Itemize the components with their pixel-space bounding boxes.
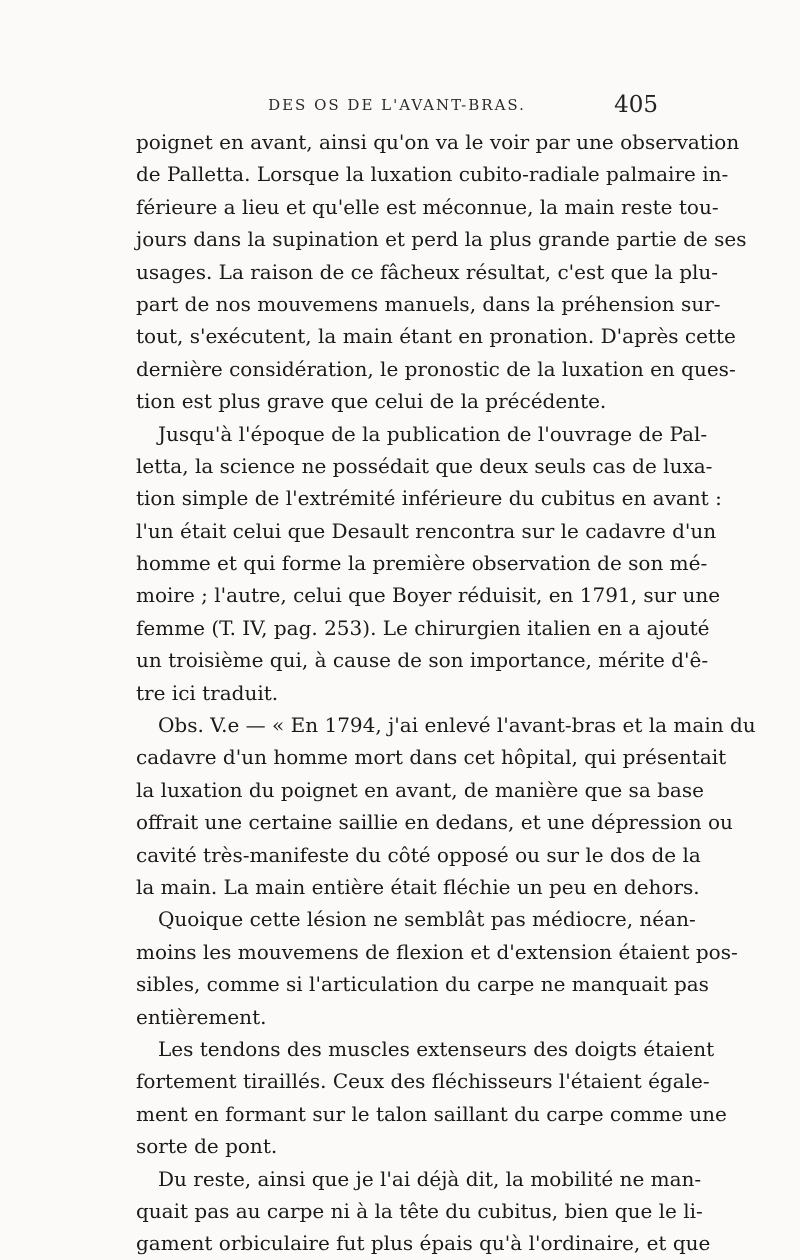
text-line: quait pas au carpe ni à la tête du cubitus, bien que le li- [136,1198,703,1223]
text-line: fortement tiraillés. Ceux des fléchisseurs l'étaient égale- [136,1069,710,1094]
text-line: poignet en avant, ainsi qu'on va le voir par une observation [136,130,740,154]
text-line: sorte de pont. [136,1134,278,1159]
text-line: cavité très-manifeste du côté opposé ou sur le dos de la [136,842,701,867]
text-line: cadavre d'un homme mort dans cet hôpital, qui présentait [136,745,727,770]
text-line: jours dans la supination et perd la plus grande partie de ses [136,227,747,252]
text-line: offrait une certaine saillie en dedans, et une dépression ou [136,810,733,835]
text-line: femme (T. IV, pag. 253). Le chirurgien italien en a ajouté [136,615,710,640]
text-line: férieure a lieu et qu'elle est méconnue, la main reste tou- [136,194,719,219]
text-line: entièrement. [136,1004,267,1029]
text-line: tout, s'exécutent, la main étant en pronation. D'après cette [136,324,736,349]
text-line: Du reste, ainsi que je l'ai déjà dit, la mobilité ne man- [158,1166,702,1191]
text-line: ment en formant sur le talon saillant du carpe comme une [136,1101,727,1126]
text-line: dernière considération, le pronostic de la luxation en ques- [136,356,736,381]
text-line: un troisième qui, à cause de son importance, mérite d'ê- [136,648,709,673]
text-line: sibles, comme si l'articulation du carpe ne manquait pas [136,972,709,997]
running-head [136,92,658,122]
text-line: Les tendons des muscles extenseurs des doigts étaient [158,1036,715,1061]
text-line: tion est plus grave que celui de la précédente. [136,389,607,414]
text-line: la main. La main entière était fléchie un peu en dehors. [136,874,700,899]
text-line: de Palletta. Lorsque la luxation cubito-radiale palmaire in- [136,162,729,187]
text-line: tre ici traduit. [136,680,279,705]
page-number: 405 [614,92,658,118]
text-line: moire ; l'autre, celui que Boyer réduisit, en 1791, sur une [136,583,721,608]
text-line: moins les mouvemens de flexion et d'extension étaient pos- [136,939,738,964]
text-line: letta, la science ne possédait que deux seuls cas de luxa- [136,453,713,478]
body-text [136,126,756,1260]
text-line: la luxation du poignet en avant, de manière que sa base [136,777,704,802]
text-line: usages. La raison de ce fâcheux résultat, c'est que la plu- [136,259,719,284]
text-line: l'un était celui que Desault rencontra sur le cadavre d'un [136,518,717,543]
text-line: homme et qui forme la première observation de son mé- [136,551,708,576]
text-line: tion simple de l'extrémité inférieure du cubitus en avant : [136,486,722,511]
text-line: gament orbiculaire fut plus épais qu'à l'ordinaire, et que [136,1231,711,1256]
text-line: Obs. V.e — « En 1794, j'ai enlevé l'avant-bras et la main du [158,713,756,738]
text-line: part de nos mouvemens manuels, dans la préhension sur- [136,291,721,316]
running-title: DES OS DE L'AVANT-BRAS. [268,96,526,114]
text-line: Jusqu'à l'époque de la publication de l'ouvrage de Pal- [158,421,708,446]
text-line: Quoique cette lésion ne semblât pas médiocre, néan- [158,907,696,932]
